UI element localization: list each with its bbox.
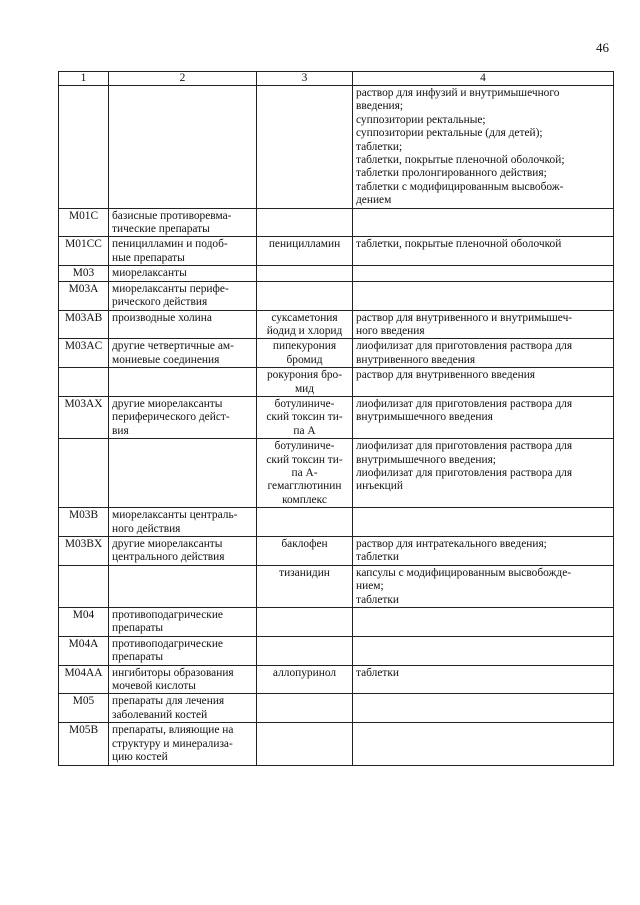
cell-line: ский токсин ти- — [266, 453, 343, 466]
cell-line: раствор для инфузий и внутримышечного — [356, 87, 560, 99]
dosage-form-cell — [353, 368, 614, 397]
cell-line: базисные противоревма- — [112, 209, 232, 222]
dosage-form-cell — [353, 310, 614, 339]
cell-line: цию костей — [112, 751, 168, 764]
atc-code-cell: M03 — [59, 266, 109, 281]
group-name-cell — [109, 636, 257, 665]
cell-line: миорелаксанты — [112, 267, 187, 280]
cell-line: раствор для внутривенного и внутримышеч- — [356, 311, 573, 324]
cell-line: препараты, влияющие на — [112, 724, 234, 737]
page-number: 46 — [596, 40, 609, 55]
cell-line: рического действия — [112, 296, 208, 309]
atc-code-cell: M03BX — [59, 537, 109, 566]
drug-name-cell — [257, 237, 353, 266]
table-row — [59, 439, 614, 508]
dosage-form-cell — [353, 339, 614, 368]
cell-line: па А- — [291, 466, 318, 479]
dosage-form-cell — [353, 608, 614, 637]
table-row — [59, 266, 614, 281]
dosage-form-cell — [353, 723, 614, 765]
dosage-form-cell — [353, 694, 614, 723]
atc-code-cell: M04 — [59, 608, 109, 637]
cell-line: внутримышечного введения; — [356, 453, 496, 466]
table-row — [59, 237, 614, 266]
atc-code-cell: M03AX — [59, 396, 109, 438]
drug-name-cell — [257, 665, 353, 694]
cell-line: ботулиниче- — [274, 397, 335, 410]
cell-line: внутримышечного введения — [356, 411, 493, 424]
cell-line: раствор для внутривенного введения — [356, 369, 536, 382]
drug-name-cell — [257, 608, 353, 637]
cell-line: таблетки — [356, 593, 400, 606]
cell-line: пипекурония — [272, 340, 337, 353]
atc-code-cell: M03AC — [59, 339, 109, 368]
table-row — [59, 396, 614, 438]
header-col-3: 3 — [257, 72, 353, 86]
group-name-cell — [109, 368, 257, 397]
cell-line: суксаметония — [271, 311, 338, 324]
cell-line: раствор для интратекального введения; — [356, 538, 547, 550]
cell-line: ные препараты — [112, 251, 185, 264]
drug-name-cell — [257, 565, 353, 607]
cell-line: миорелаксанты перифе- — [112, 282, 229, 295]
table-row — [59, 208, 614, 237]
cell-line: лиофилизат для приготовления раствора для — [356, 397, 573, 410]
drug-name-cell — [257, 208, 353, 237]
atc-code-cell — [59, 439, 109, 508]
cell-line: заболеваний костей — [112, 708, 208, 721]
dosage-form-cell — [353, 537, 614, 566]
atc-code-cell — [59, 565, 109, 607]
table-row — [59, 339, 614, 368]
cell-line: другие четвертичные ам- — [112, 340, 234, 353]
table-row — [59, 723, 614, 765]
cell-line: нием; — [356, 580, 384, 593]
table-row — [59, 608, 614, 637]
cell-line: ного введения — [356, 324, 425, 337]
cell-line: пеницилламин — [268, 238, 341, 251]
dosage-form-cell — [353, 266, 614, 281]
cell-line: рокурония бро- — [266, 369, 343, 382]
atc-code-cell: M05B — [59, 723, 109, 765]
cell-line: мид — [294, 382, 315, 395]
dosage-form-cell — [353, 565, 614, 607]
atc-code-cell: M04A — [59, 636, 109, 665]
cell-line: пеницилламин и подоб- — [112, 238, 228, 251]
drug-name-cell — [257, 694, 353, 723]
cell-line: таблетки с модифицированным высвобож- — [356, 180, 564, 193]
cell-line: баклофен — [281, 538, 328, 550]
drug-name-cell — [257, 537, 353, 566]
atc-code-cell — [59, 368, 109, 397]
cell-line: капсулы с модифицированным высвобожде- — [356, 566, 572, 579]
cell-line: бромид — [286, 353, 323, 366]
header-col-1: 1 — [59, 72, 109, 86]
drug-name-cell — [257, 86, 353, 209]
cell-line: препараты — [112, 622, 164, 635]
table-row — [59, 565, 614, 607]
cell-line: па А — [293, 424, 316, 437]
atc-code-cell: M03AB — [59, 310, 109, 339]
drug-name-cell — [257, 723, 353, 765]
cell-line: ного действия — [112, 522, 181, 535]
cell-line: периферического дейст- — [112, 411, 230, 424]
drug-name-cell — [257, 339, 353, 368]
cell-line: таблетки, покрытые пленочной оболочкой; — [356, 154, 565, 167]
group-name-cell — [109, 237, 257, 266]
cell-line: препараты — [112, 651, 164, 664]
drug-name-cell — [257, 266, 353, 281]
cell-line: другие миорелаксанты — [112, 397, 223, 410]
table-row — [59, 537, 614, 566]
drug-name-cell — [257, 636, 353, 665]
dosage-form-cell — [353, 665, 614, 694]
cell-line: лиофилизат для приготовления раствора для — [356, 440, 573, 453]
drug-name-cell — [257, 396, 353, 438]
cell-line: структуру и минерализа- — [112, 737, 233, 750]
atc-code-cell — [59, 86, 109, 209]
cell-line: ингибиторы образования — [112, 666, 234, 679]
cell-line: вия — [112, 424, 129, 437]
cell-line: гемагглютинин — [267, 480, 342, 493]
cell-line: ский токсин ти- — [266, 411, 343, 424]
group-name-cell — [109, 665, 257, 694]
atc-code-cell: M01CC — [59, 237, 109, 266]
drug-name-cell — [257, 508, 353, 537]
cell-line: тизанидин — [279, 566, 330, 579]
group-name-cell — [109, 208, 257, 237]
table-header-row — [59, 72, 614, 86]
table-row — [59, 310, 614, 339]
cell-line: ботулиниче- — [274, 440, 335, 453]
group-name-cell — [109, 281, 257, 310]
header-col-4: 4 — [353, 72, 614, 86]
dosage-form-cell — [353, 86, 614, 209]
table-row — [59, 665, 614, 694]
cell-line: внутривенного введения — [356, 353, 476, 366]
group-name-cell — [109, 508, 257, 537]
group-name-cell — [109, 439, 257, 508]
dosage-form-cell — [353, 636, 614, 665]
cell-line: противоподагрические — [112, 609, 223, 622]
cell-line: противоподагрические — [112, 637, 223, 650]
cell-line: йодид и хлорид — [266, 324, 343, 337]
dosage-form-cell — [353, 508, 614, 537]
drug-name-cell — [257, 310, 353, 339]
dosage-form-cell — [353, 281, 614, 310]
atc-code-cell: M04AA — [59, 665, 109, 694]
drug-name-cell — [257, 368, 353, 397]
atc-code-cell: M03A — [59, 281, 109, 310]
drug-name-cell — [257, 281, 353, 310]
group-name-cell — [109, 310, 257, 339]
cell-line: аллопуринол — [272, 666, 337, 679]
drug-table — [58, 71, 614, 766]
cell-line: суппозитории ректальные; — [356, 113, 486, 126]
cell-line: таблетки пролонгированного действия; — [356, 167, 547, 180]
cell-line: препараты для лечения — [112, 695, 225, 708]
cell-line: тические препараты — [112, 223, 210, 236]
table-row — [59, 86, 614, 209]
table-row — [59, 508, 614, 537]
cell-line: введения; — [356, 100, 404, 113]
group-name-cell — [109, 694, 257, 723]
cell-line: другие миорелаксанты — [112, 538, 223, 550]
group-name-cell — [109, 266, 257, 281]
cell-line: производные холина — [112, 311, 212, 324]
dosage-form-cell — [353, 396, 614, 438]
table-row — [59, 368, 614, 397]
group-name-cell — [109, 86, 257, 209]
cell-line: мочевой кислоты — [112, 680, 196, 693]
group-name-cell — [109, 339, 257, 368]
atc-code-cell: M05 — [59, 694, 109, 723]
table-row — [59, 694, 614, 723]
table-row — [59, 281, 614, 310]
atc-code-cell: M03B — [59, 508, 109, 537]
group-name-cell — [109, 608, 257, 637]
cell-line: миорелаксанты централь- — [112, 509, 238, 522]
cell-line: таблетки — [356, 666, 400, 679]
cell-line: таблетки — [356, 551, 400, 564]
group-name-cell — [109, 565, 257, 607]
cell-line: центрального действия — [112, 551, 225, 564]
cell-line: лиофилизат для приготовления раствора для — [356, 340, 573, 353]
cell-line: мониевые соединения — [112, 353, 220, 366]
header-col-2: 2 — [109, 72, 257, 86]
cell-line: комплекс — [282, 493, 327, 506]
cell-line: дением — [356, 194, 392, 207]
dosage-form-cell — [353, 439, 614, 508]
cell-line: таблетки, покрытые пленочной оболочкой — [356, 238, 562, 251]
dosage-form-cell — [353, 208, 614, 237]
atc-code-cell: M01C — [59, 208, 109, 237]
table-row — [59, 636, 614, 665]
cell-line: суппозитории ректальные (для детей); — [356, 127, 543, 140]
dosage-form-cell — [353, 237, 614, 266]
cell-line: инъекций — [356, 480, 403, 493]
drug-name-cell — [257, 439, 353, 508]
group-name-cell — [109, 396, 257, 438]
group-name-cell — [109, 537, 257, 566]
group-name-cell — [109, 723, 257, 765]
cell-line: таблетки; — [356, 140, 403, 153]
cell-line: лиофилизат для приготовления раствора для — [356, 466, 573, 479]
